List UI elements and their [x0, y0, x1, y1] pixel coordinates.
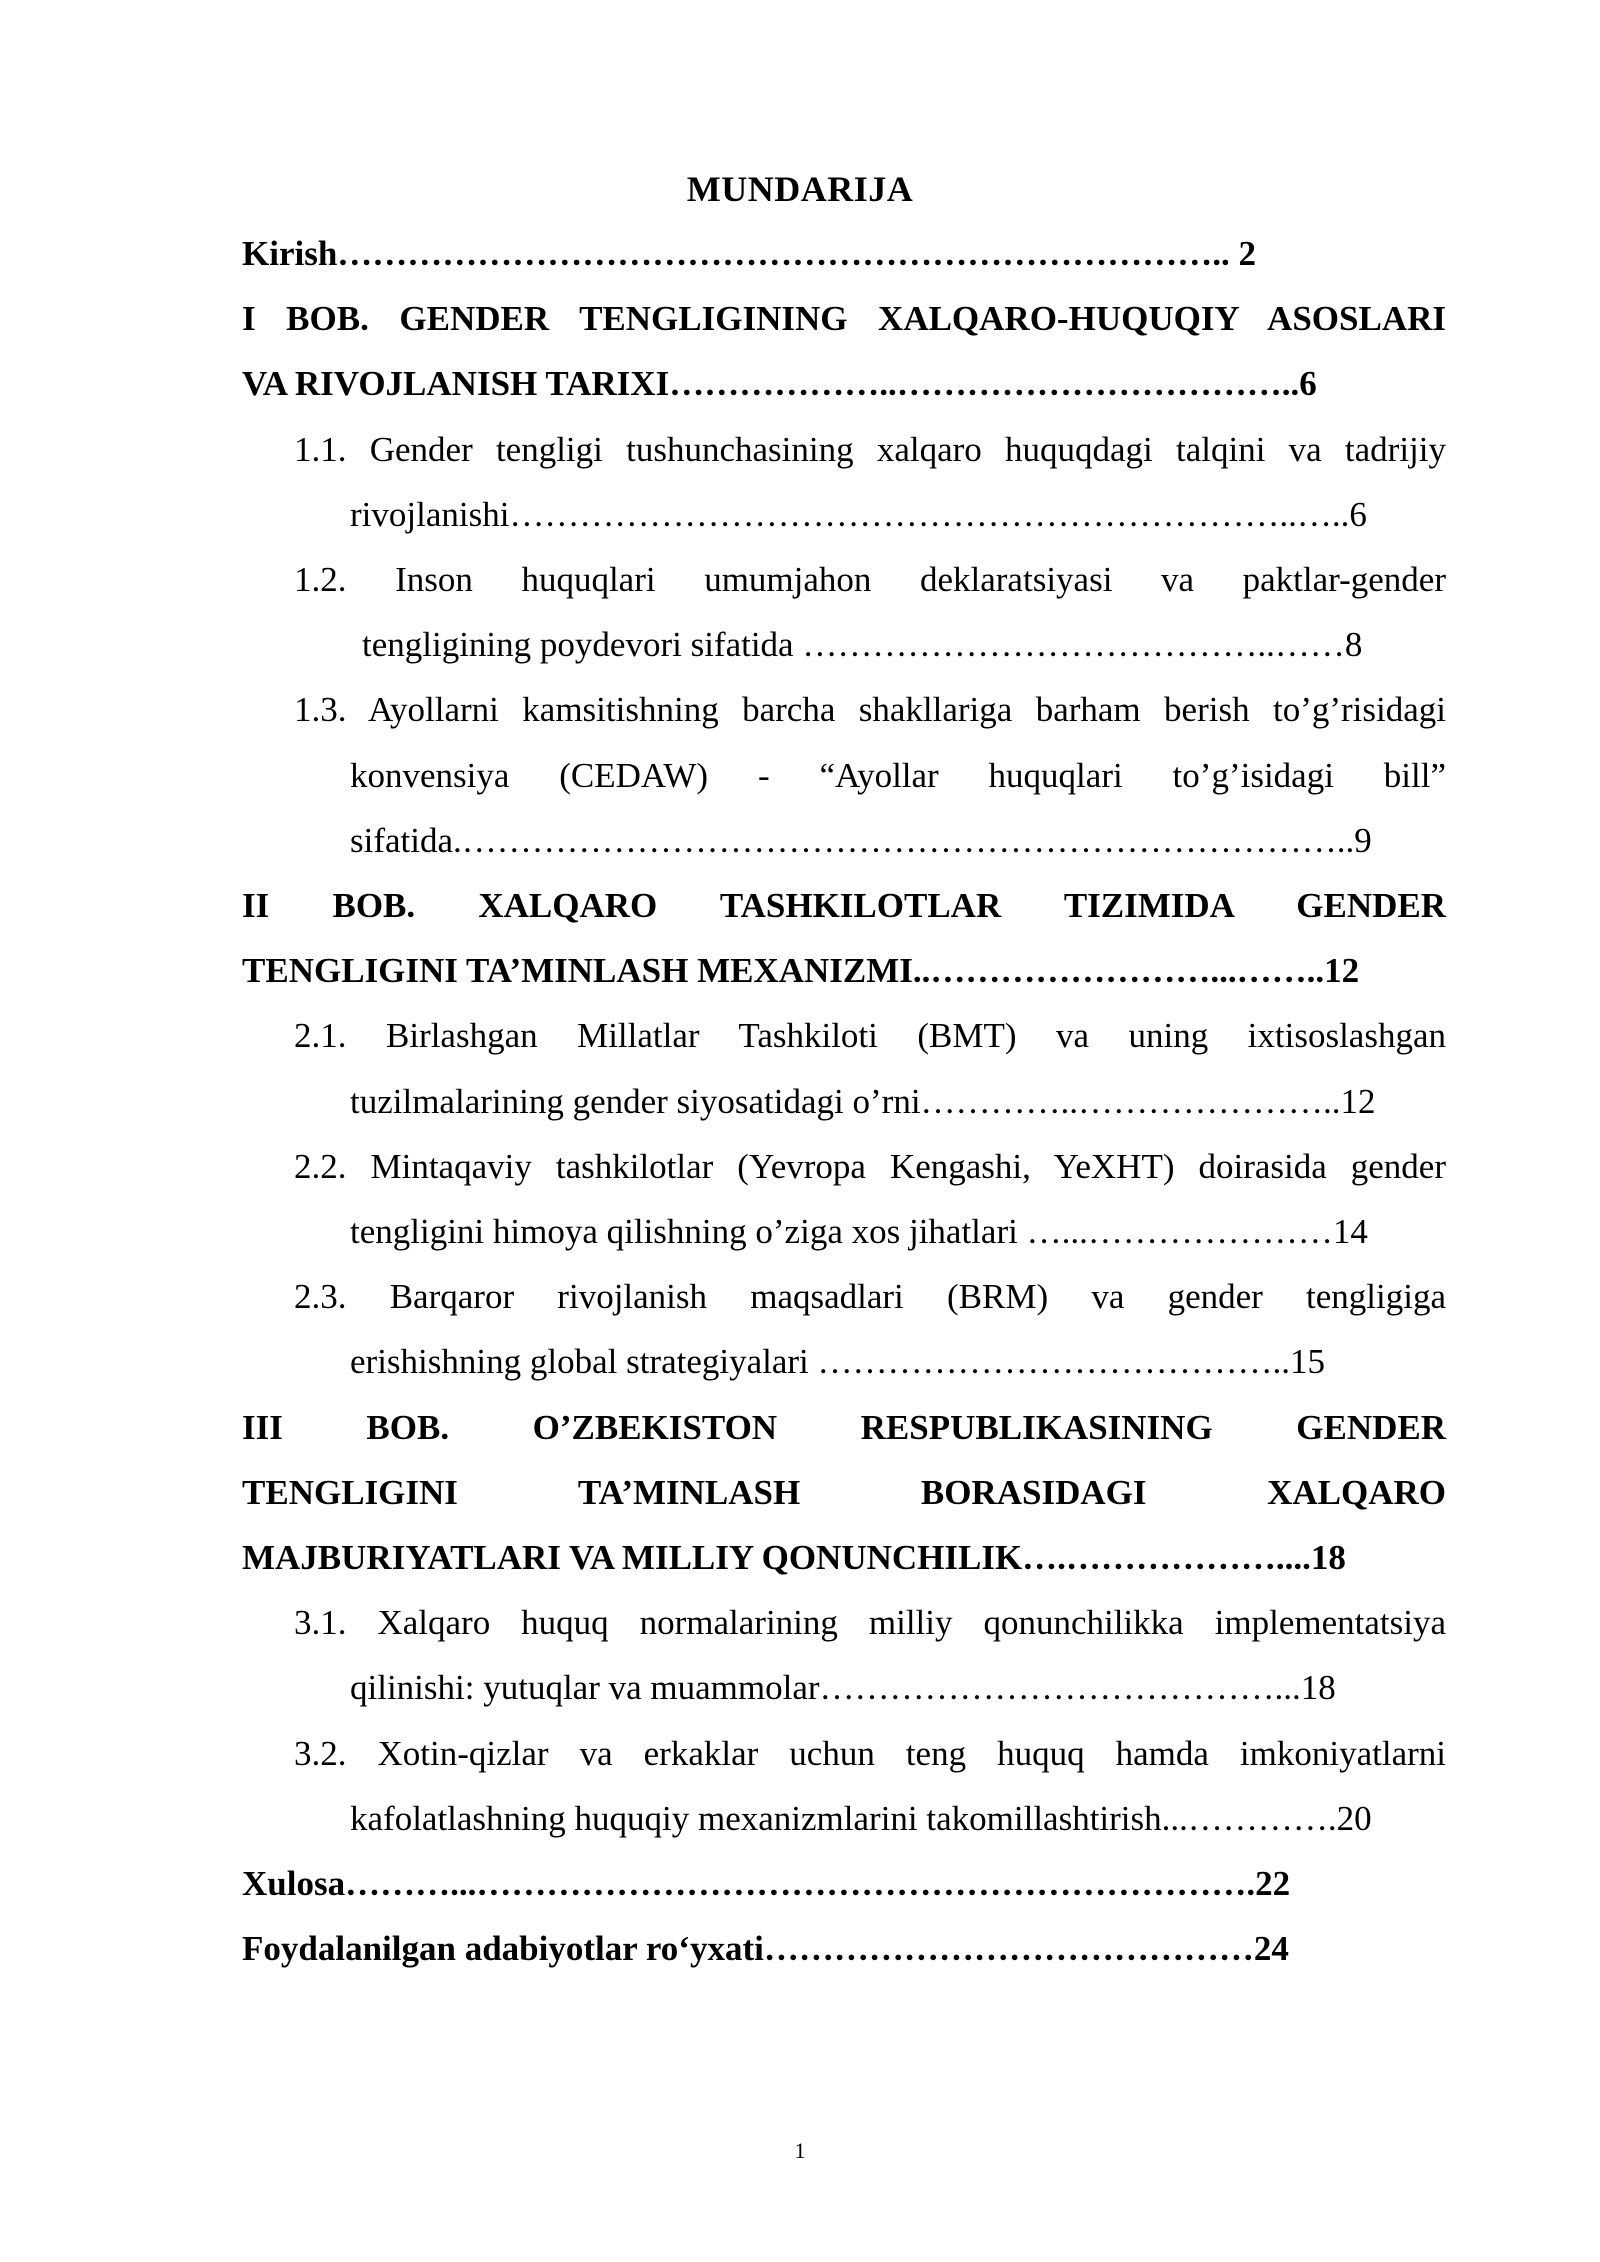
toc-line: 3.2. Xotin-qizlar va erkaklar uchun teng huquq hamda imkoniyatlarni — [294, 1733, 1446, 1773]
toc-line: tengligining poydevori sifatida …………………………………..……8 — [362, 625, 1363, 665]
toc-line: 3.1. Xalqaro huquq normalarining milliy qonunchilikka implementatsiya — [294, 1603, 1446, 1643]
page-number: 1 — [794, 2138, 806, 2163]
toc-line: qilinishi: yutuqlar va muammolar…………………………………...18 — [350, 1668, 1336, 1708]
toc-line: TENGLIGINI TA’MINLASH BORASIDAGI XALQARO — [242, 1472, 1446, 1512]
toc-line: 1.3. Ayollarni kamsitishning barcha shakllariga barham berish to’g’risidagi — [294, 690, 1446, 730]
toc-line: konvensiya (CEDAW) - “Ayollar huquqlari to’g’isidagi bill” — [350, 755, 1446, 795]
toc-line: MAJBURIYATLARI VA MILLIY QONUNCHILIK….………………....18 — [242, 1538, 1346, 1577]
toc-line: 1.1. Gender tengligi tushunchasining xalqaro huquqdagi talqini va tadrijiy — [294, 429, 1446, 469]
toc-line: 1.2. Inson huquqlari umumjahon deklaratsiyasi va paktlar-gender — [294, 560, 1446, 599]
toc-line: 2.1. Birlashgan Millatlar Tashkiloti (BMT) va uning ixtisoslashgan — [294, 1016, 1446, 1056]
toc-line: VA RIVOJLANISH TARIXI………………..……………………………..6 — [242, 364, 1317, 404]
toc-line: III BOB. O’ZBEKISTON RESPUBLIKASINING GENDER — [242, 1407, 1446, 1447]
toc-line: Foydalanilgan adabiyotlar ro‘yxati……………………………………24 — [242, 1929, 1289, 1969]
toc-line: Xulosa………...………………………………………………………….22 — [242, 1864, 1291, 1903]
page-title: MUNDARIJA — [686, 169, 914, 209]
toc-line: 2.2. Mintaqaviy tashkilotlar (Yevropa Kengashi, YeXHT) doirasida gender — [294, 1146, 1446, 1186]
toc-line: Kirish………………………………………………………………….. 2 — [242, 234, 1257, 273]
toc-line: TENGLIGINI TA’MINLASH MEXANIZMI..……………………...……..12 — [242, 951, 1360, 991]
toc-line: tengligini himoya qilishning o’ziga xos jihatlari …...…………………14 — [350, 1212, 1368, 1251]
toc-line: kafolatlashning huquqiy mexanizmlarini takomillashtirish...………….20 — [350, 1798, 1372, 1838]
toc-line: I BOB. GENDER TENGLIGINING XALQARO-HUQUQIY ASOSLARI — [242, 299, 1446, 339]
toc-line: 2.3. Barqaror rivojlanish maqsadlari (BRM) va gender tengligiga — [294, 1277, 1446, 1317]
toc-line: rivojlanishi…………………………………………………………..…..6 — [350, 494, 1367, 534]
toc-line: erishishning global strategiyalari …………………………………..15 — [350, 1342, 1326, 1382]
toc-line: II BOB. XALQARO TASHKILOTLAR TIZIMIDA GENDER — [242, 886, 1446, 925]
toc-line: tuzilmalarining gender siyosatidagi o’rni…………..…………………..12 — [350, 1081, 1376, 1121]
toc-line: sifatida.…………………………………………………………………..9 — [350, 820, 1372, 860]
